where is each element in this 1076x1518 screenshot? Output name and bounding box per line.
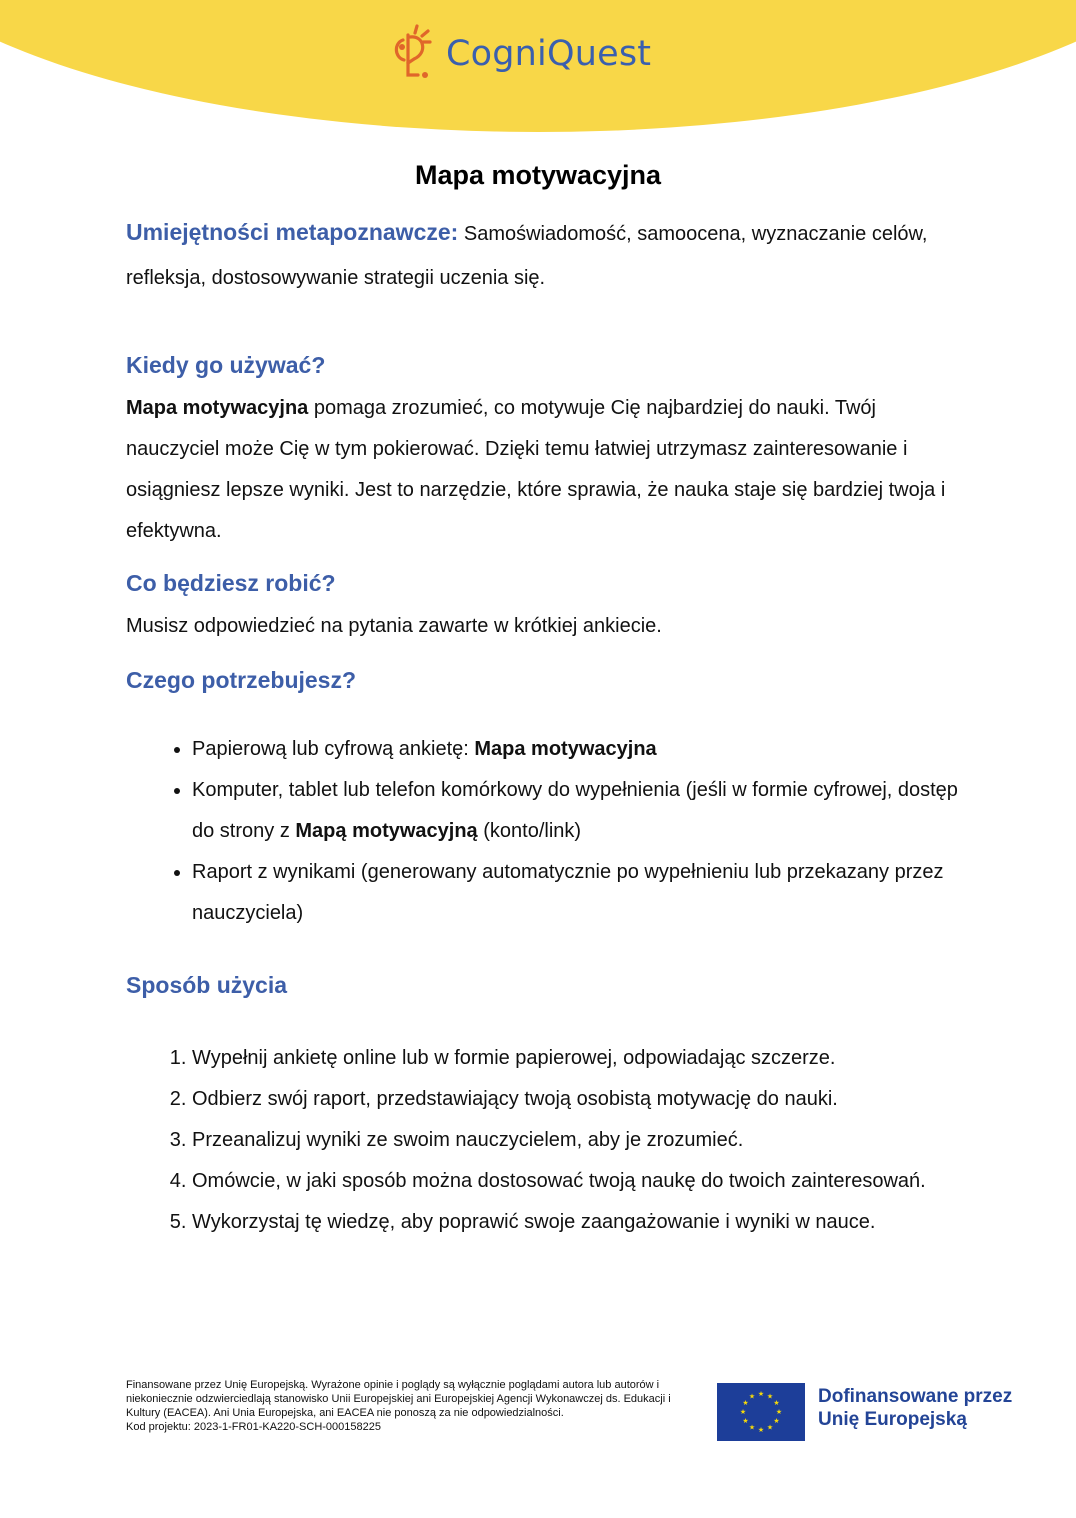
step-item: 1. Wypełnij ankietę online lub w formie papierowej, odpowiadając szczerze. [192, 1038, 966, 1079]
step-item: 5. Wykorzystaj tę wiedzę, aby poprawić swoje zaangażowanie i wyniki w nauce. [192, 1202, 966, 1243]
lightbulb-person-icon [390, 23, 440, 83]
eu-flag-icon [717, 1383, 805, 1441]
step-item: 2. Odbierz swój raport, przedstawiający twoją osobistą motywację do nauki. [192, 1079, 966, 1120]
needs-list [126, 729, 966, 934]
svg-text:★: ★ [766, 1392, 774, 1401]
eu-cofunded-label: Dofinansowane przez Unię Europejską [818, 1386, 1013, 1430]
page-title: Mapa motywacyjna [414, 160, 662, 190]
skills-paragraph [126, 210, 966, 300]
cogniquest-logo [390, 18, 651, 88]
funding-disclaimer [126, 1378, 706, 1434]
section-heading-what: Co będziesz robić? [126, 570, 336, 596]
svg-text:★: ★ [757, 1426, 765, 1434]
main-content [126, 210, 966, 1243]
disclaimer-text: Finansowane przez Unię Europejską. Wyrażone opinie i poglądy są wyłącznie poglądami autora lub autorów i niekoniecznie odzwierciedlają stanowisko Unii Europejskiej ani Europejskiej Agencji Wykonawczej ds. Edukacji i Kultury (EACEA). Ani Unia Europejska, ani EACEA nie ponoszą za nie odpowiedzialności. [126, 1379, 671, 1419]
svg-text:★: ★ [739, 1408, 747, 1416]
when-bold-lead: Mapa motywacyjna [126, 397, 309, 419]
skills-label: Umiejętności metapoznawcze: [126, 219, 459, 245]
logo-text: CogniQuest [446, 34, 652, 74]
svg-text:★: ★ [742, 1399, 749, 1407]
svg-text:★: ★ [757, 1390, 765, 1398]
svg-text:★: ★ [742, 1417, 749, 1425]
project-code: Kod projektu: 2023-1-FR01-KA220-SCH-000158225 [126, 1421, 381, 1433]
svg-text:★: ★ [748, 1423, 756, 1432]
list-item: • Raport z wynikami (generowany automatycznie po wypełnieniu lub przekazany przez nauczyciela) [192, 852, 966, 934]
svg-text:★: ★ [775, 1408, 783, 1416]
step-item: 3. Przeanalizuj wyniki ze swoim nauczycielem, aby je zrozumieć. [192, 1120, 966, 1161]
when-paragraph [126, 388, 966, 552]
section-heading-needs: Czego potrzebujesz? [126, 667, 357, 693]
what-paragraph: Musisz odpowiedzieć na pytania zawarte w krótkiej ankiecie. [126, 615, 662, 637]
list-item: • Komputer, tablet lub telefon komórkowy do wypełnienia (jeśli w formie cyfrowej, dostęp do strony z Mapą motywacyjną (konto/link) [192, 770, 966, 852]
when-text: pomaga zrozumieć, co motywuje Cię najbardziej do nauki. Twój nauczyciel może Cię w tym pokierować. Dzięki temu łatwiej utrzymasz zainteresowanie i osiągniesz lepsze wyniki. Jest to narzędzie, które sprawia, że nauka staje się bardziej twoja i efektywna. [126, 397, 946, 542]
svg-text:★: ★ [748, 1392, 756, 1401]
svg-text:★: ★ [773, 1399, 780, 1407]
svg-text:★: ★ [766, 1423, 774, 1432]
list-item: • Papierową lub cyfrową ankietę: Mapa motywacyjna [192, 729, 966, 770]
section-heading-usage: Sposób użycia [126, 972, 288, 998]
skills-text: Samoświadomość, samoocena, wyznaczanie celów, refleksja, dostosowywanie strategii uczenia się. [126, 223, 928, 289]
usage-steps [126, 1038, 966, 1243]
section-heading-when: Kiedy go używać? [126, 352, 326, 378]
svg-text:★: ★ [773, 1417, 780, 1425]
step-item: 4. Omówcie, w jaki sposób można dostosować twoją naukę do twoich zainteresowań. [192, 1161, 966, 1202]
